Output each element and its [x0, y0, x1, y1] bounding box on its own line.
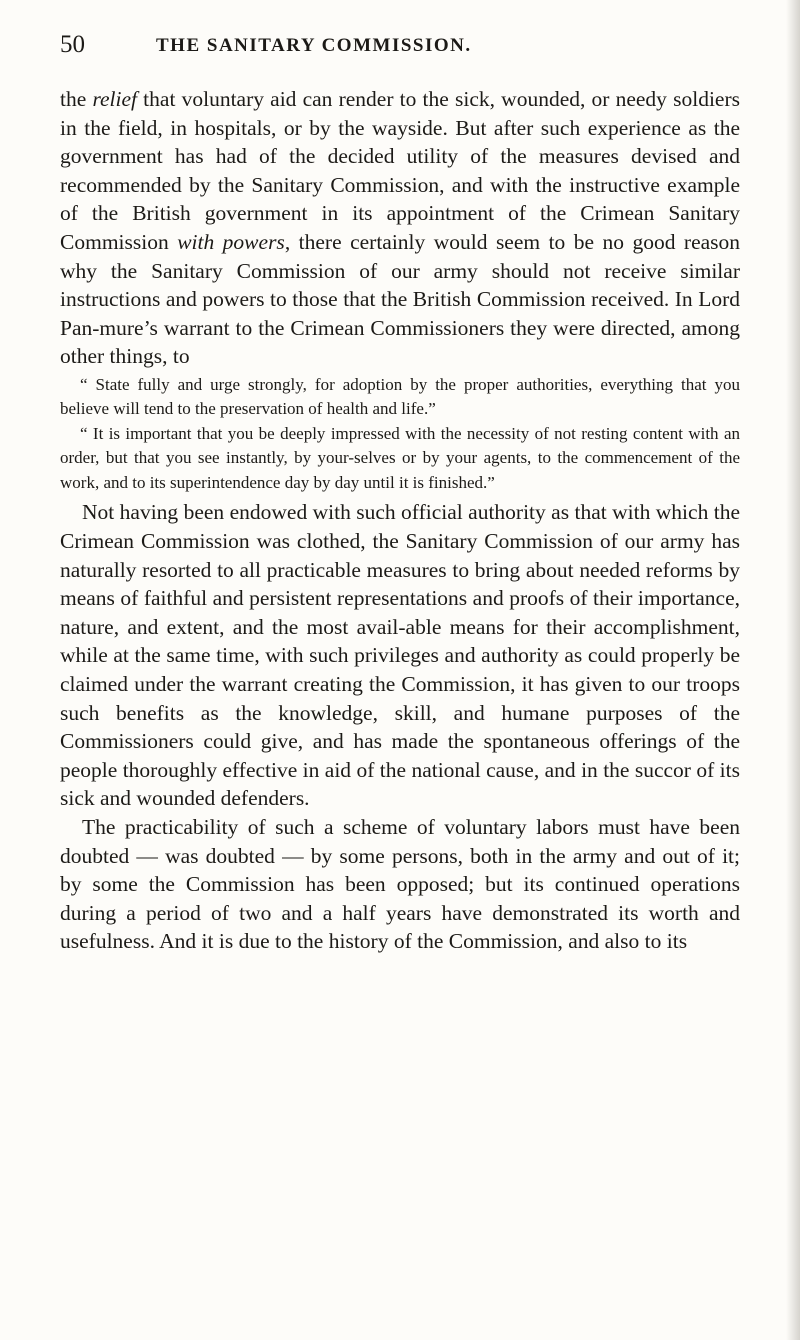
- paragraph-2: Not having been endowed with such official authority as that with which the Crimean Commission was clothed, the Sanitary Commission of our army has naturally resorted to all practicable measures to bring about needed reforms by means of faithful and persistent representations and proofs of their importance, nature, and extent, and the most avail-able means for their accomplishment, while at the same time, with such privileges and authority as could properly be claimed under the warrant creating the Commission, it has given to our troops such benefits as the knowledge, skill, and humane purposes of the Commissioners could give, and has made the spontaneous offerings of the people thoroughly effective in aid of the national cause, and in the succor of its sick and wounded defenders.: [60, 500, 740, 811]
- paragraph-1: [60, 85, 740, 371]
- running-head: THE SANITARY COMMISSION.: [156, 35, 472, 56]
- italic-relief: relief: [92, 87, 138, 111]
- body-text: [60, 85, 740, 956]
- italic-with-powers: with powers: [177, 229, 285, 254]
- page-number: 50: [60, 31, 85, 58]
- page-edge-shadow: [786, 0, 800, 1340]
- paragraph-1-text-b: that voluntary aid can render to the sick, wounded, or needy soldiers in the field, in hospitals, or by the wayside. But after such experience as the government has had of the decided utility of the measures devised and recommended by the Sanitary Commission, and with the instructive example of the British government in its appointment of the Crimean Sanitary Commission: [60, 87, 740, 254]
- quotation-1: “ State fully and urge strongly, for adoption by the proper authorities, everything that you believe will tend to the preservation of health and life.”: [60, 374, 740, 419]
- paragraph-1-text-a: the: [60, 87, 93, 111]
- paragraph-1-text-c: , there certainly would seem to be no good reason why the Sanitary Commission of our army should not receive similar instructions and powers to those that the British Commission received. In Lord Pan-mure’s warrant to the Crimean Commissioners they were directed, among other things, to: [60, 229, 741, 369]
- quotation-2: “ It is important that you be deeply impressed with the necessity of not resting content with an order, but that you see instantly, by your-selves or by your agents, to the commencement of the work, and to its superintendence day by day until it is finished.”: [60, 423, 740, 492]
- paragraph-3: The practicability of such a scheme of voluntary labors must have been doubted — was doubted — by some persons, both in the army and out of it; by some the Commission has been opposed; but its continued operations during a period of two and a half years have demonstrated its worth and usefulness. And it is due to the history of the Commission, and also to its: [60, 814, 740, 954]
- page-header: [60, 30, 740, 60]
